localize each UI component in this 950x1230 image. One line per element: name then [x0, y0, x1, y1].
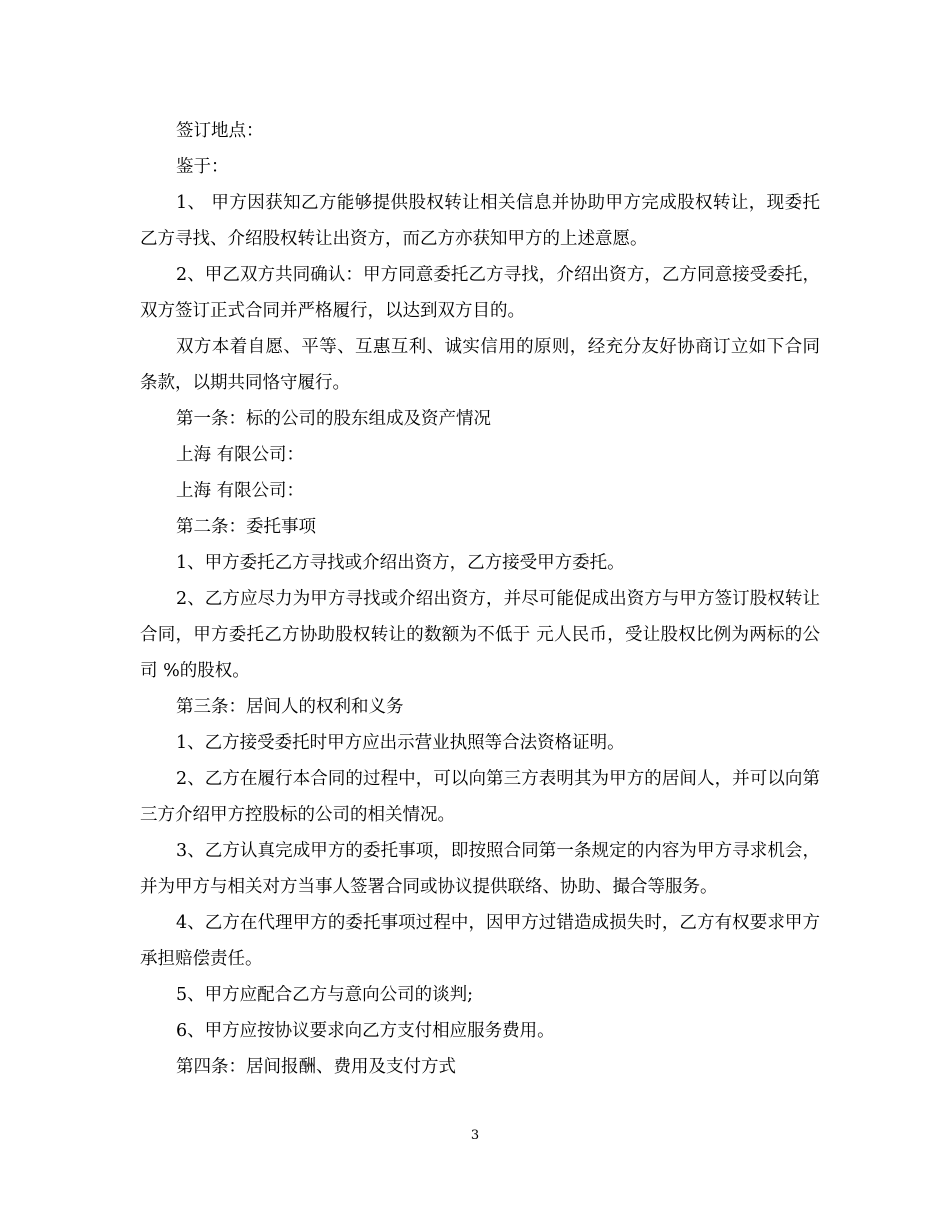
- document-body: [140, 113, 820, 1085]
- article-3-item-2: 2、乙方在履行本合同的过程中，可以向第三方表明其为甲方的居间人，并可以向第三方介绍甲方控股标的公司的相关情况。: [140, 769, 820, 825]
- article-4-heading: 第四条：居间报酬、费用及支付方式: [176, 1057, 456, 1077]
- principles-paragraph: 双方本着自愿、平等、互惠互利、诚实信用的原则，经充分友好协商订立如下合同条款，以期共同恪守履行。: [140, 337, 820, 393]
- article-3-item-1: 1、乙方接受委托时甲方应出示营业执照等合法资格证明。: [176, 733, 625, 753]
- page-number: 3: [470, 1128, 480, 1143]
- company-line-2: 上海 有限公司：: [176, 481, 305, 501]
- article-3-item-6: 6、甲方应按协议要求向乙方支付相应服务费用。: [176, 1021, 555, 1041]
- signing-location-line: 签订地点：: [176, 121, 264, 141]
- company-line-1: 上海 有限公司：: [176, 445, 305, 465]
- whereas-clause-1: 1、 甲方因获知乙方能够提供股权转让相关信息并协助甲方完成股权转让，现委托乙方寻找、介绍股权转让出资方，而乙方亦获知甲方的上述意愿。: [140, 193, 820, 249]
- article-2-heading: 第二条：委托事项: [176, 517, 316, 537]
- article-3-item-5: 5、甲方应配合乙方与意向公司的谈判;: [176, 985, 474, 1005]
- article-3-item-3: 3、乙方认真完成甲方的委托事项，即按照合同第一条规定的内容为甲方寻求机会，并为甲方与相关对方当事人签署合同或协议提供联络、协助、撮合等服务。: [140, 841, 820, 897]
- whereas-heading: 鉴于：: [176, 157, 229, 177]
- whereas-clause-2: 2、甲乙双方共同确认：甲方同意委托乙方寻找，介绍出资方，乙方同意接受委托，双方签订正式合同并严格履行，以达到双方目的。: [140, 265, 820, 321]
- article-2-item-1: 1、甲方委托乙方寻找或介绍出资方，乙方接受甲方委托。: [176, 553, 625, 573]
- article-1-heading: 第一条：标的公司的股东组成及资产情况: [176, 409, 491, 429]
- article-2-item-2: 2、乙方应尽力为甲方寻找或介绍出资方，并尽可能促成出资方与甲方签订股权转让合同，甲方委托乙方协助股权转让的数额为不低于 元人民币，受让股权比例为两标的公司 %的股权。: [140, 589, 820, 681]
- article-3-heading: 第三条：居间人的权利和义务: [176, 697, 404, 717]
- article-3-item-4: 4、乙方在代理甲方的委托事项过程中，因甲方过错造成损失时，乙方有权要求甲方承担赔偿责任。: [140, 913, 820, 969]
